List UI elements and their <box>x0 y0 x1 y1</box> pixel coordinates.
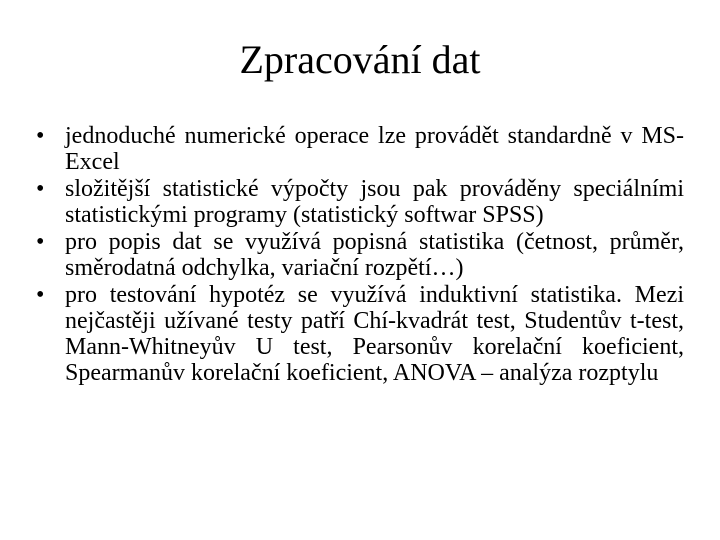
bullet-dot-icon: • <box>36 282 45 308</box>
bullet-item-2 <box>36 176 684 228</box>
bullet-item-4 <box>36 282 684 386</box>
bullet-dot-icon: • <box>36 176 45 202</box>
bullet-text: jednoduché numerické operace lze provádět standardně v MS-Excel <box>65 123 684 175</box>
bullet-item-3 <box>36 229 684 281</box>
bullet-text: složitější statistické výpočty jsou pak prováděny speciálními statistickými programy (statistický softwar SPSS) <box>65 176 684 228</box>
slide-title: Zpracování dat <box>239 37 481 82</box>
bullet-dot-icon: • <box>36 123 45 149</box>
bullet-item-1 <box>36 123 684 175</box>
bullet-text: pro popis dat se využívá popisná statistika (četnost, průměr, směrodatná odchylka, variační rozpětí…) <box>65 229 684 281</box>
bullet-text: pro testování hypotéz se využívá induktivní statistika. Mezi nejčastěji užívané testy patří Chí-kvadrát test, Studentův t-test, Mann-Whitneyův U test, Pearsonův korelační koeficient, Spearmanův korelační koeficient, ANOVA – analýza rozptylu <box>65 282 684 386</box>
bullet-dot-icon: • <box>36 229 45 255</box>
bullet-list <box>36 123 684 387</box>
